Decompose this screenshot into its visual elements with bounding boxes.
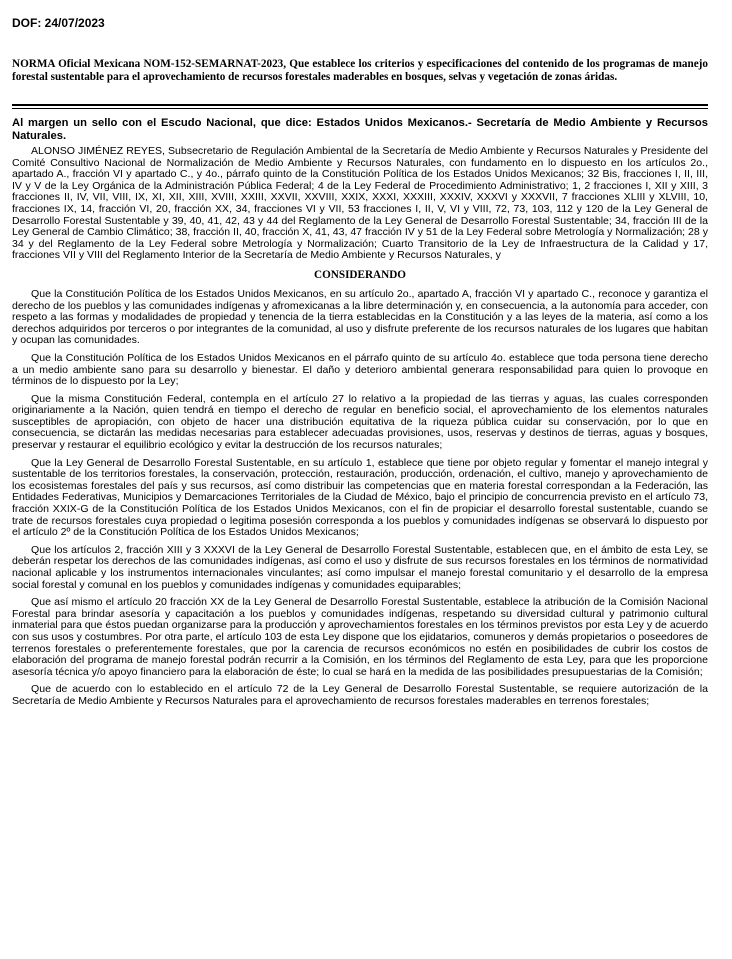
considerando-heading: CONSIDERANDO — [314, 268, 406, 281]
considerando-paragraph: Que la misma Constitución Federal, contempla en el artículo 27 lo relativo a la propiedad de las tierras y aguas, las cuales corresponden originariamente a la Nación, quien tendrá en tiempo el derecho de regular en beneficio social, el aprovechamiento de los elementos naturales susceptibles de apropiación, con objeto de hacer una distribución equitativa de la riqueza pública cuidar su conservación, por lo que en consecuencia, se dictarán las medidas necesarias para establecer adecuadas provisiones, usos, reservas y destinos de tierras, aguas y bosques, preservar y restaurar el equilibrio ecológico y evitar la destrucción de los recursos naturales; — [12, 392, 708, 452]
considerando-paragraph: Que la Constitución Política de los Estados Unidos Mexicanos en el párrafo quinto de su artículo 4o. establece que toda persona tiene derecho a un medio ambiente sano para su desarrollo y bienestar. El daño y deterioro ambiental generara responsabilidad para quien lo provoque en términos de lo dispuesto por la Ley; — [12, 351, 708, 388]
considerando-paragraph: Que la Constitución Política de los Estados Unidos Mexicanos, en su artículo 2o., apartado A, fracción VI y apartado C., reconoce y garantiza el derecho de los pueblos y las comunidades indígenas y afromexicanas a la libre determinación y, en consecuencia, a la autonomía para acceder, con respeto a las formas y modalidades de propiedad y tenencia de la tierra establecidas en la Constitución y a las leyes de la materia, así como a los derechos adquiridos por terceros o por integrantes de la comunidad, al uso y disfrute preferente de los recursos naturales de los lugares que habitan y ocupan las comunidades. — [12, 287, 708, 347]
title-rule-thick — [12, 104, 708, 106]
title-rule-thin — [12, 108, 708, 109]
publication-date: DOF: 24/07/2023 — [12, 16, 105, 30]
considerando-paragraph: Que la Ley General de Desarrollo Forestal Sustentable, en su artículo 1, establece que tiene por objeto regular y fomentar el manejo integral y sustentable de los territorios forestales, la conservación, protección, restauración, producción, ordenación, el cultivo, manejo y aprovechamiento de los ecosistemas forestales del país y sus recursos, así como distribuir las competencias que en materia forestal correspondan a la Federación, las Entidades Federativas, Municipios y Demarcaciones Territoriales de la Ciudad de México, bajo el principio de concurrencia previsto en el artículo 73, fracción XXIX-G de la Constitución Política de los Estados Unidos Mexicanos, con el fin de propiciar el desarrollo forestal sustentable, cuando se trate de recursos forestales cuya propiedad o legitima posesión corresponda a los pueblos y comunidades indígenas se observará lo dispuesto por el artículo 2º de la Constitución Política de los Estados Unidos Mexicanos; — [12, 456, 708, 539]
margin-note: Al margen un sello con el Escudo Nacional, que dice: Estados Unidos Mexicanos.- Secretaría de Medio Ambiente y Recursos Naturales. — [12, 117, 708, 142]
considerando-paragraph: Que los artículos 2, fracción XIII y 3 XXXVI de la Ley General de Desarrollo Forestal Sustentable, establecen que, en el ámbito de esta Ley, se deberán respetar los derechos de las comunidades indígenas, así como el uso y disfrute de sus recursos forestales en los términos de normatividad nacional aplicable y los instrumentos internacionales vinculantes; así como impulsar el manejo forestal comunitario y el desarrollo de la empresa social forestal y comunal en los pueblos y comunidades indígenas y comunidades equiparables; — [12, 543, 708, 591]
norma-title: NORMA Oficial Mexicana NOM-152-SEMARNAT-2023, Que establece los criterios y especificaciones del contenido de los programas de manejo forestal sustentable para el aprovechamiento de recursos forestales maderables en bosques, selvas y vegetación de zonas áridas. — [12, 58, 708, 83]
considerando-paragraph: Que de acuerdo con lo establecido en el artículo 72 de la Ley General de Desarrollo Forestal Sustentable, se requiere autorización de la Secretaría de Medio Ambiente y Recursos Naturales para el aprovechamiento de recursos forestales maderables en terrenos forestales; — [12, 683, 708, 707]
intro-paragraph: ALONSO JIMÉNEZ REYES, Subsecretario de Regulación Ambiental de la Secretaría de Medio Ambiente y Recursos Naturales y Presidente del Comité Consultivo Nacional de Normalización de Medio Ambiente y Recursos Naturales, con fundamento en lo dispuesto en los artículos 2o., apartado A., fracción VI y apartado C., y 4o., párrafo quinto de la Constitución Política de los Estados Unidos Mexicanos; 32 Bis, fracciones I, II, III, IV y V de la Ley Orgánica de la Administración Pública Federal; 4 de la Ley Federal de Procedimiento Administrativo; 1, 2 fracciones I, XII y XIII, 3 fracciones II, IV, VII, VIII, IX, XI, XII, XIII, XVIII, XXIII, XXVII, XXVIII, XXIX, XXXI, XXXIII, XXXIV, XXXVI y XXXVII, 7 fracciones XLIII y XLVIII, 10, fracciones IX, 14, fracción VI, 20, fracción XX, 34, fracciones VI y VII, 53 fracciones I, II, V, VI y VIII, 72, 73, 103, 112 y 120 de la Ley General de Desarrollo Forestal Sustentable y 39, 40, 41, 42, 43 y 44 del Reglamento de la Ley General de Desarrollo Forestal Sustentable; 34, fracción III de la Ley General de Cambio Climático; 38, fracción II, 40, fracción X, 41, 43, 47 fracción IV y 51 de la Ley Federal sobre Metrología y Normalización; 28 y 34 y del Reglamento de la Ley Federal sobre Metrología y Normalización; Cuarto Transitorio de la Ley de Infraestructura de la Calidad y 17, fracciones VII y VIII del Reglamento Interior de la Secretaría de Medio Ambiente y Recursos Naturales, y — [12, 145, 708, 262]
considerando-paragraph: Que así mismo el artículo 20 fracción XX de la Ley General de Desarrollo Forestal Sustentable, establece la atribución de la Comisión Nacional Forestal para brindar asesoría y capacitación a los pueblos y comunidades indígenas, respetando su diversidad cultural y patrimonio cultural inmaterial para que éstos puedan organizarse para la producción y aprovechamientos forestales en los términos previstos por esta Ley y de acuerdo con sus usos y costumbres. Por otra parte, el artículo 103 de esta Ley dispone que los ejidatarios, comuneros y demás propietarios o poseedores de terrenos forestales o preferentemente forestales, que por la carencia de recursos económicos no estén en posibilidades de cubrir los costos de elaboración del programa de manejo forestal podrán recurrir a la Comisión, en los términos del Reglamento de esta Ley, para que les proporcione asesoría técnica y/o apoyo financiero para la elaboración de éste; lo cual se hará en la medida de las posibilidades presupuestarias de la Comisión; — [12, 596, 708, 678]
document-body — [12, 117, 708, 714]
